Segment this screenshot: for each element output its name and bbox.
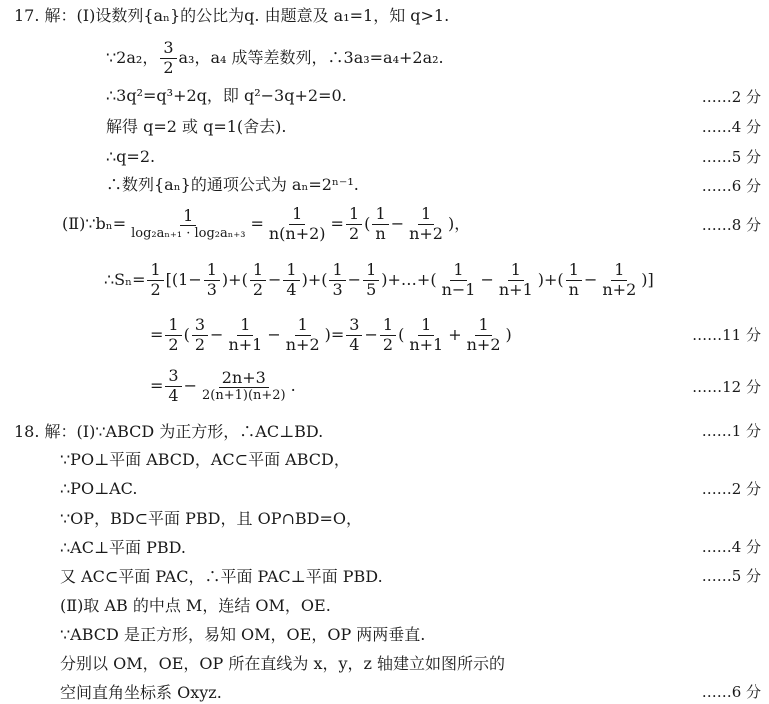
fraction-1-n-1: $\frac{1}{n-1}$ [441,260,476,299]
p18-heading: 18. 解：(Ⅰ)∵ABCD 为正方形，∴AC⊥BD. [14,422,324,441]
p18-line-axes: 分别以 OM，OE，OP 所在直线为 x，y，z 轴建立如图所示的 [60,654,506,673]
score-4b: ……4 分 [701,538,761,556]
fraction-half-b: $\frac{1}{2}$ [165,317,181,354]
p18-line-po-ac: ∴PO⊥AC. [60,479,138,498]
fraction-1-3b: $\frac{1}{3}$ [329,262,345,299]
p18-line-ac-perp: ∴AC⊥平面 PBD. [60,538,186,557]
fraction-1-n-b: $\frac{1}{n}$ [566,262,582,299]
fraction-1-5: $\frac{1}{5}$ [363,262,379,299]
score-5b: ……5 分 [701,567,761,585]
p17-line-arithmetic-sequence [106,40,444,77]
fraction-1-over-n: $\frac{1}{n}$ [372,206,388,243]
fraction-1-over-n-plus-2: $\frac{1}{n+2}$ [409,204,443,243]
p17-line-bn: (Ⅱ)∵bₙ= $\frac{1}{\text{log₂aₙ₊₁ · log₂aₙ₊₃}}$ = $\frac{1}{n(n+2)}$ = $\frac{1}{2}$ ( $\frac{1}{n}$ − $\frac{1}{n+2}$ )， [62,204,471,243]
p18-line-perpendicular: ∵ABCD 是正方形，易知 OM，OE，OP 两两垂直. [60,625,426,644]
p17-line-sn-final: = $\frac{3}{4}$ − $\frac{2n+3}{2(n+1)(n+2)}$ . [150,366,296,405]
p17-line-q: ∴q=2. [106,147,156,166]
p17-l2-post: a₃，a₄ 成等差数列，∴3a₃=a₄+2a₂. [178,47,444,67]
p18-line-po-perp: ∵PO⊥平面 ABCD，AC⊂平面 ABCD， [60,450,350,469]
p17-line-solve: 解得 q=2 或 q=1(舍去). [106,117,287,136]
fraction-1-n+1b: $\frac{1}{n+1}$ [228,315,263,354]
fraction-final: $\frac{2n+3}{2(n+1)(n+2)}$ [202,367,286,404]
score-1: ……1 分 [701,422,761,440]
p17-line-equation: ∴3q²=q³+2q，即 q²−3q+2=0. [106,86,347,105]
score-2b: ……2 分 [701,480,761,498]
fraction-half-c: $\frac{1}{2}$ [380,317,396,354]
fraction-1-3: $\frac{1}{3}$ [204,262,220,299]
p17-line-sn-sum: ∴Sₙ= $\frac{1}{2}$ [(1− $\frac{1}{3}$ )+( $\frac{1}{2}$ − $\frac{1}{4}$ )+( $\frac{1}{3}$ − $\frac{1}{5}$ )+…+( $\frac{1}{n-1}$ − $\frac{1}{n+1}$ )+( $\frac{1}{n}$ − $\frac{1}{n+2}$ )] [104,260,654,299]
fraction-3-4: $\frac{3}{4}$ [346,317,362,354]
fraction-1-n+2c: $\frac{1}{n+2}$ [466,315,501,354]
fraction-bn-def: $\frac{1}{\text{log₂aₙ₊₁ · log₂aₙ₊₃}}$ [131,205,246,242]
score-2: ……2 分 [701,88,761,106]
p18-line-plane-perp: 又 AC⊂平面 PAC，∴平面 PAC⊥平面 PBD. [60,567,383,586]
p18-line-op-bd: ∵OP，BD⊂平面 PBD，且 OP∩BD=O， [60,509,362,528]
p17-l2-pre: ∵2a₂， [106,47,159,67]
fraction-1-2: $\frac{1}{2}$ [250,262,266,299]
score-6b: ……6 分 [701,683,761,701]
fraction-3-4b: $\frac{3}{4}$ [165,368,181,405]
fraction-1-n+2b: $\frac{1}{n+2}$ [285,315,320,354]
p17-line-general-term: ∴数列{aₙ}的通项公式为 aₙ=2ⁿ⁻¹. [106,175,359,194]
fraction-3-2: $\frac{3}{2}$ [192,317,208,354]
p18-line-coord-system: 空间直角坐标系 Oxyz. [60,683,222,702]
p17-line-sn-simplify: = $\frac{1}{2}$ ( $\frac{3}{2}$ − $\frac{1}{n+1}$ − $\frac{1}{n+2}$ )= $\frac{3}{4}$ − $\frac{1}{2}$ ( $\frac{1}{n+1}$ + $\frac{1}{n+2}$ ) [150,315,512,354]
score-12: ……12 分 [692,378,761,396]
fraction-1-n+1c: $\frac{1}{n+1}$ [409,315,444,354]
fraction-1-4: $\frac{1}{4}$ [283,262,299,299]
fraction-half-a: $\frac{1}{2}$ [147,262,163,299]
score-4: ……4 分 [701,118,761,136]
score-8: ……8 分 [701,216,761,234]
score-6: ……6 分 [701,177,761,195]
fraction-1-over-n-n2: $\frac{1}{n(n+2)}$ [268,204,326,243]
p17-heading: 17. 解：(Ⅰ)设数列{aₙ}的公比为q. 由题意及 a₁=1，知 q>1. [14,6,450,25]
p18-line-midpoint: (Ⅱ)取 AB 的中点 M，连结 OM，OE. [60,596,331,615]
score-11: ……11 分 [692,326,761,344]
fraction-3-over-2: $\frac{3}{2}$ [160,40,176,77]
score-5: ……5 分 [701,148,761,166]
fraction-half: $\frac{1}{2}$ [346,206,362,243]
fraction-1-n+1: $\frac{1}{n+1}$ [498,260,533,299]
fraction-1-n+2: $\frac{1}{n+2}$ [602,260,637,299]
